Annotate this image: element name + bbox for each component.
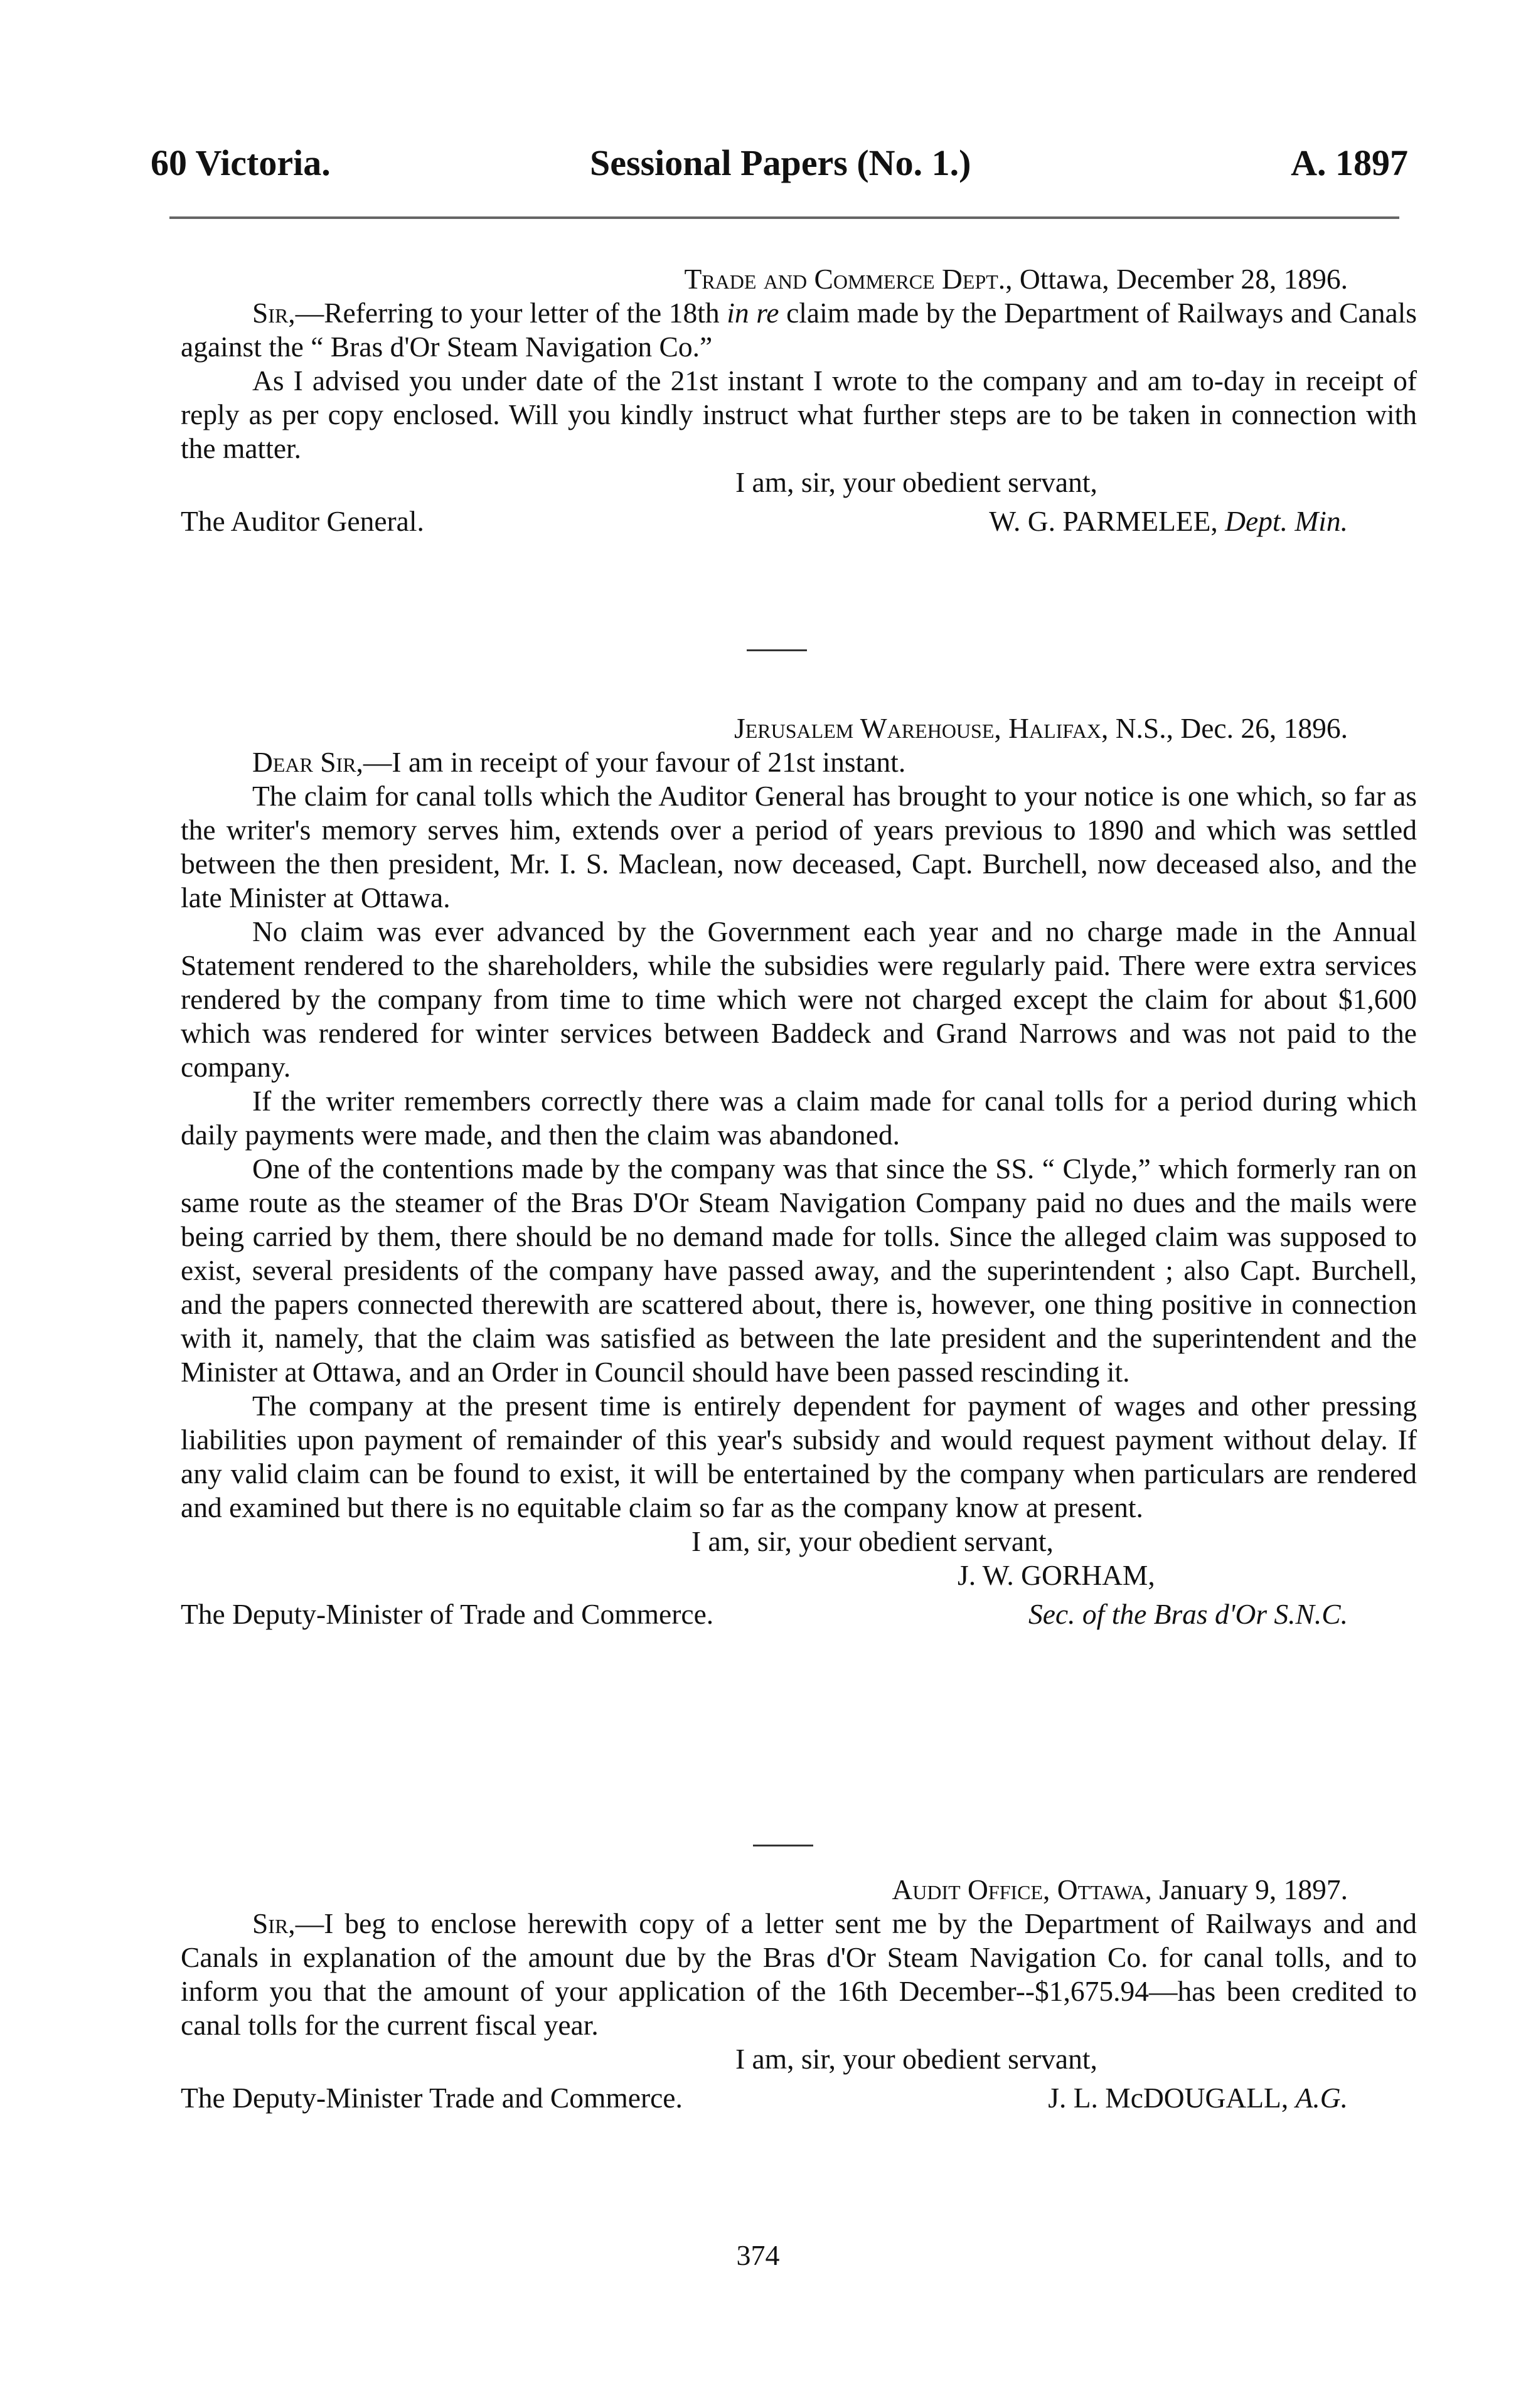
signature-row xyxy=(181,2081,1417,2125)
addressee: The Deputy-Minister Trade and Commerce. xyxy=(181,2082,683,2114)
addressee: The Auditor General. xyxy=(181,505,424,537)
paragraph: Dear Sir,—I am in receipt of your favour of 21st instant. xyxy=(252,746,906,778)
closing: I am, sir, your obedient servant, xyxy=(691,1525,1054,1557)
salutation: Dear Sir, xyxy=(252,746,363,778)
header-year: A. 1897 xyxy=(1291,142,1408,183)
paragraph: As I advised you under date of the 21st instant I wrote to the company and am to-day in receipt of reply as per copy enclosed. Will you kindly instruct what further steps are to be taken in connection with the matter. xyxy=(181,365,1417,464)
salutation: Sir, xyxy=(252,297,296,329)
header-volume: 60 Victoria. xyxy=(151,142,331,183)
signature: J. W. GORHAM, xyxy=(958,1559,1155,1591)
section-divider xyxy=(747,649,807,651)
paragraph: If the writer remembers correctly there was a claim made for canal tolls for a period during which daily payments were made, and then the claim was abandoned. xyxy=(181,1085,1417,1151)
paragraph: No claim was ever advanced by the Government each year and no charge made in the Annual Statement rendered to the shareholders, while the subsidies were regularly paid. There were extra services rendered by the company from time to time which were not charged except the claim for about $1,600 which was rendered for winter services between Baddeck and Grand Narrows and was not paid to the company. xyxy=(181,915,1417,1083)
page-number: 374 xyxy=(736,2239,780,2271)
letter-mcdougall xyxy=(181,1873,1417,2125)
salutation: Sir, xyxy=(252,1907,296,1939)
paragraph: Sir,—Referring to your letter of the 18th in re claim made by the Department of Railways and Canals against the “ Bras d'Or Steam Navigation Co.” xyxy=(181,297,1417,363)
signature-row xyxy=(181,504,1417,548)
dateline: Trade and Commerce Dept., Ottawa, December 28, 1896. xyxy=(684,263,1348,295)
closing: I am, sir, your obedient servant, xyxy=(735,2043,1097,2075)
addressee: The Deputy-Minister of Trade and Commerce. xyxy=(181,1598,714,1630)
closing: I am, sir, your obedient servant, xyxy=(735,466,1097,498)
section-divider xyxy=(753,1845,813,1846)
paragraph: Sir,—I beg to enclose herewith copy of a letter sent me by the Department of Railways and and Canals in explanation of the amount due by the Bras d'Or Steam Navigation Co. for canal tolls, and to inform you that the amount of your application of the 16th December--$1,675.94—has been credited to canal tolls for the current fiscal year. xyxy=(181,1907,1417,2041)
signature-row xyxy=(181,1597,1417,1641)
signature: J. L. McDOUGALL, A.G. xyxy=(1048,2082,1348,2114)
paragraph: The company at the present time is entirely dependent for payment of wages and other pressing liabilities upon payment of remainder of this year's subsidy and would request payment without delay. If any valid claim can be found to exist, it will be entertained by the company when particulars are rendered and examined but there is no equitable claim so far as the company know at present. xyxy=(181,1390,1417,1523)
signature: W. G. PARMELEE, Dept. Min. xyxy=(989,505,1348,537)
header-rule xyxy=(169,216,1399,219)
letter-parmelee xyxy=(181,262,1417,548)
letter-gorham xyxy=(181,711,1417,1641)
paragraph: The claim for canal tolls which the Auditor General has brought to your notice is one which, so far as the writer's memory serves him, extends over a period of years previous to 1890 and which was settled between the then president, Mr. I. S. Maclean, now deceased, Capt. Burchell, now deceased also, and the late Minister at Ottawa. xyxy=(181,780,1417,914)
paragraph: One of the contentions made by the company was that since the SS. “ Clyde,” which formerly ran on same route as the steamer of the Bras D'Or Steam Navigation Company paid no dues and the mails were being carried by them, there should be no demand made for tolls. Since the alleged claim was supposed to exist, several presidents of the company have passed away, and the superintendent ; also Capt. Burchell, and the papers connected therewith are scattered about, there is, however, one thing positive in connection with it, namely, that the claim was satisfied as between the late president and the superintendent and the Minister at Ottawa, and an Order in Council should have been passed rescinding it. xyxy=(181,1153,1417,1388)
signature-title: Sec. of the Bras d'Or S.N.C. xyxy=(1028,1598,1348,1630)
page-header xyxy=(151,138,1431,188)
dateline: Audit Office, Ottawa, January 9, 1897. xyxy=(892,1873,1348,1905)
header-title: Sessional Papers (No. 1.) xyxy=(590,142,971,183)
dateline: Jerusalem Warehouse, Halifax, N.S., Dec. 26, 1896. xyxy=(734,712,1348,744)
